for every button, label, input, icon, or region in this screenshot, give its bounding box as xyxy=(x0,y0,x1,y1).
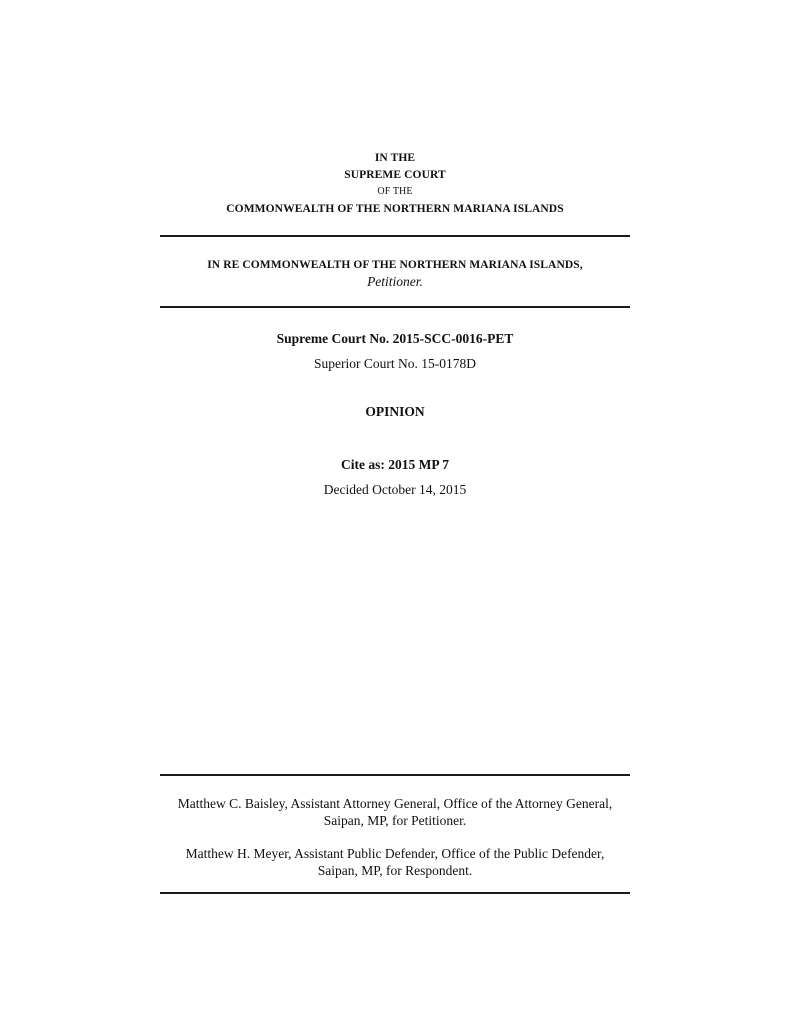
case-rule xyxy=(160,306,630,308)
counsel-respondent xyxy=(160,845,630,879)
opinion-heading-text: OPINION xyxy=(365,404,425,419)
top-rule xyxy=(160,235,630,237)
supreme-court-number xyxy=(160,330,630,347)
counsel-petitioner-line-1: Matthew C. Baisley, Assistant Attorney General, Office of the Attorney General, xyxy=(177,796,613,811)
court-line-commonwealth xyxy=(160,201,630,217)
counsel-top-rule xyxy=(160,774,630,776)
court-line-3-text: OF THE xyxy=(377,186,413,197)
opinion-heading xyxy=(160,403,630,420)
counsel-petitioner-line-2: Saipan, MP, for Petitioner. xyxy=(323,813,467,828)
decided-date-text: Decided October 14, 2015 xyxy=(323,482,467,497)
court-line-in-the xyxy=(160,150,630,166)
case-party xyxy=(160,257,630,273)
counsel-respondent-line-2: Saipan, MP, for Respondent. xyxy=(317,863,473,878)
superior-court-number-text: Superior Court No. 15-0178D xyxy=(314,356,476,371)
decided-date xyxy=(160,481,630,498)
supreme-court-number-text: Supreme Court No. 2015-SCC-0016-PET xyxy=(276,331,514,346)
court-line-4-text: COMMONWEALTH OF THE NORTHERN MARIANA ISLANDS xyxy=(226,203,564,215)
citation-text: Cite as: 2015 MP 7 xyxy=(341,457,449,472)
citation xyxy=(160,456,630,473)
counsel-petitioner xyxy=(160,795,630,829)
case-party-text: IN RE COMMONWEALTH OF THE NORTHERN MARIANA ISLANDS, xyxy=(207,259,583,271)
court-line-2-text: SUPREME COURT xyxy=(344,169,446,181)
court-line-supreme-court xyxy=(160,167,630,183)
case-role-text: Petitioner. xyxy=(367,274,423,289)
superior-court-number xyxy=(160,355,630,372)
counsel-bottom-rule xyxy=(160,892,630,894)
court-line-1-text: IN THE xyxy=(374,152,416,164)
case-role xyxy=(160,273,630,290)
counsel-respondent-line-1: Matthew H. Meyer, Assistant Public Defender, Office of the Public Defender, xyxy=(185,846,605,861)
court-line-of-the xyxy=(160,184,630,200)
